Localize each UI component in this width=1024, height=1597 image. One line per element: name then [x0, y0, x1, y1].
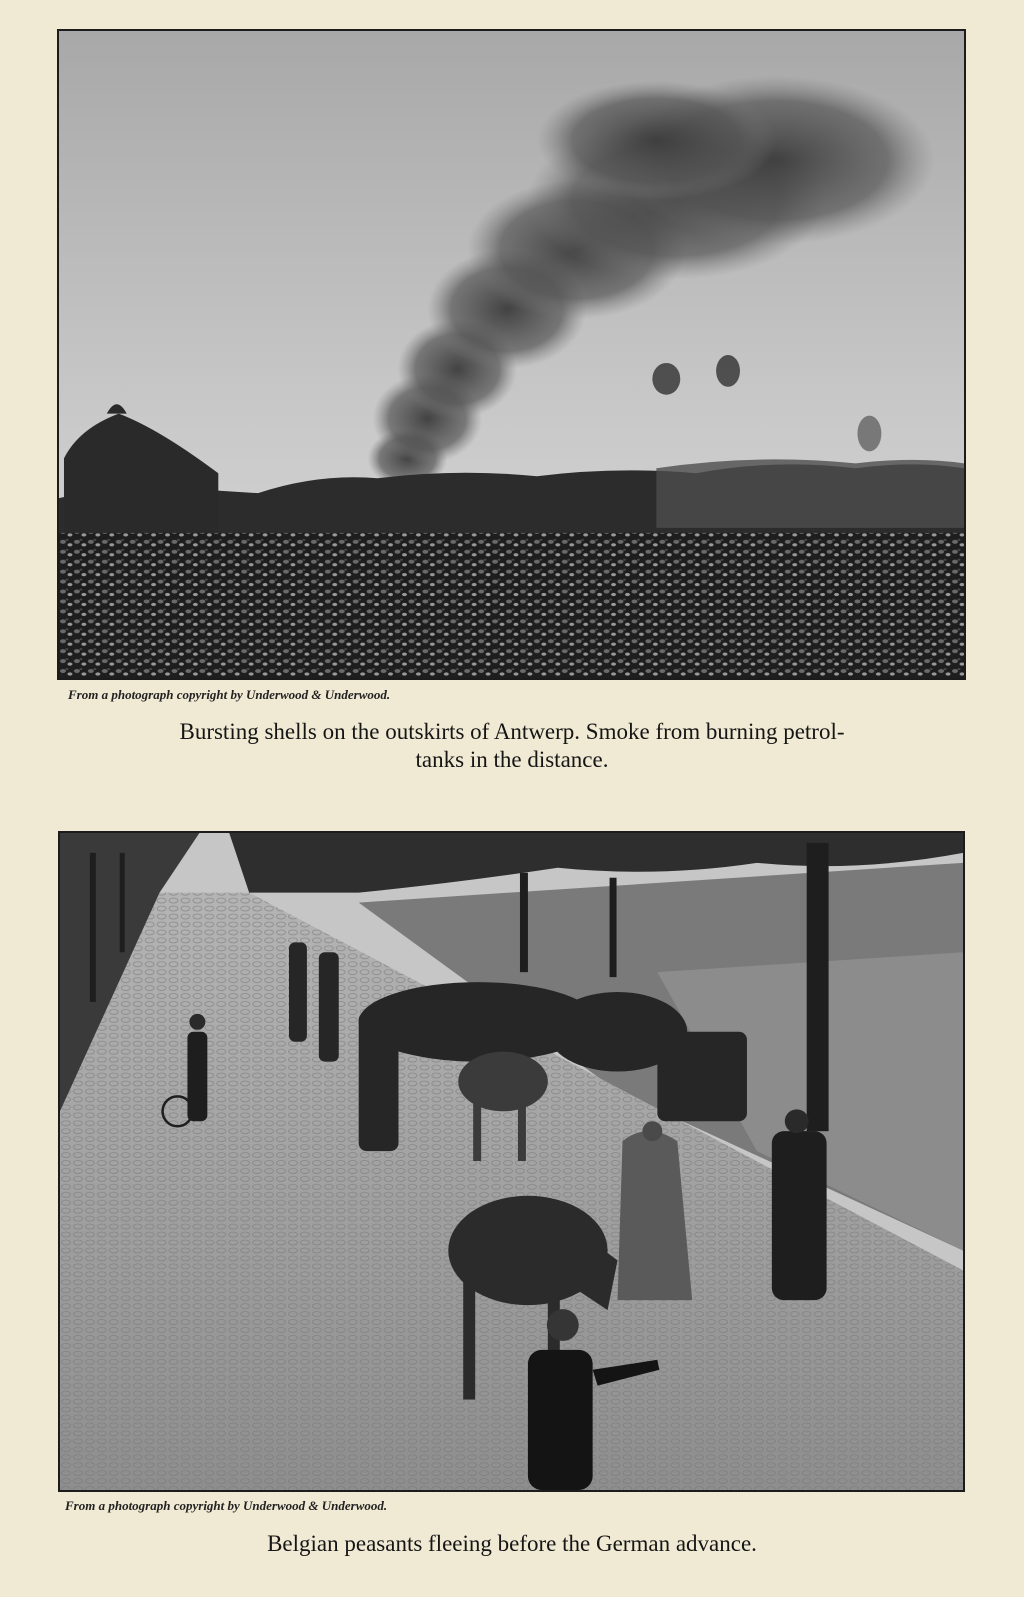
photo-peasants-illustration — [60, 833, 963, 1490]
walking-man — [772, 1109, 827, 1300]
caption-line: tanks in the distance. — [415, 747, 609, 772]
photo-credit: From a photograph copyright by Underwood & Underwood. — [65, 1498, 388, 1513]
photo-belgian-peasants-fleeing — [58, 831, 965, 1492]
photo-caption — [60, 1530, 964, 1558]
photo-shells-illustration — [59, 31, 964, 678]
crop-field — [59, 533, 964, 678]
photo-caption — [60, 718, 964, 774]
caption-line: Bursting shells on the outskirts of Antwerp. Smoke from burning petrol- — [179, 719, 845, 744]
photo-credit: From a photograph copyright by Underwood & Underwood. — [68, 687, 391, 702]
caption-line: Belgian peasants fleeing before the German advance. — [267, 1531, 757, 1556]
photo-bursting-shells-antwerp — [57, 29, 966, 680]
